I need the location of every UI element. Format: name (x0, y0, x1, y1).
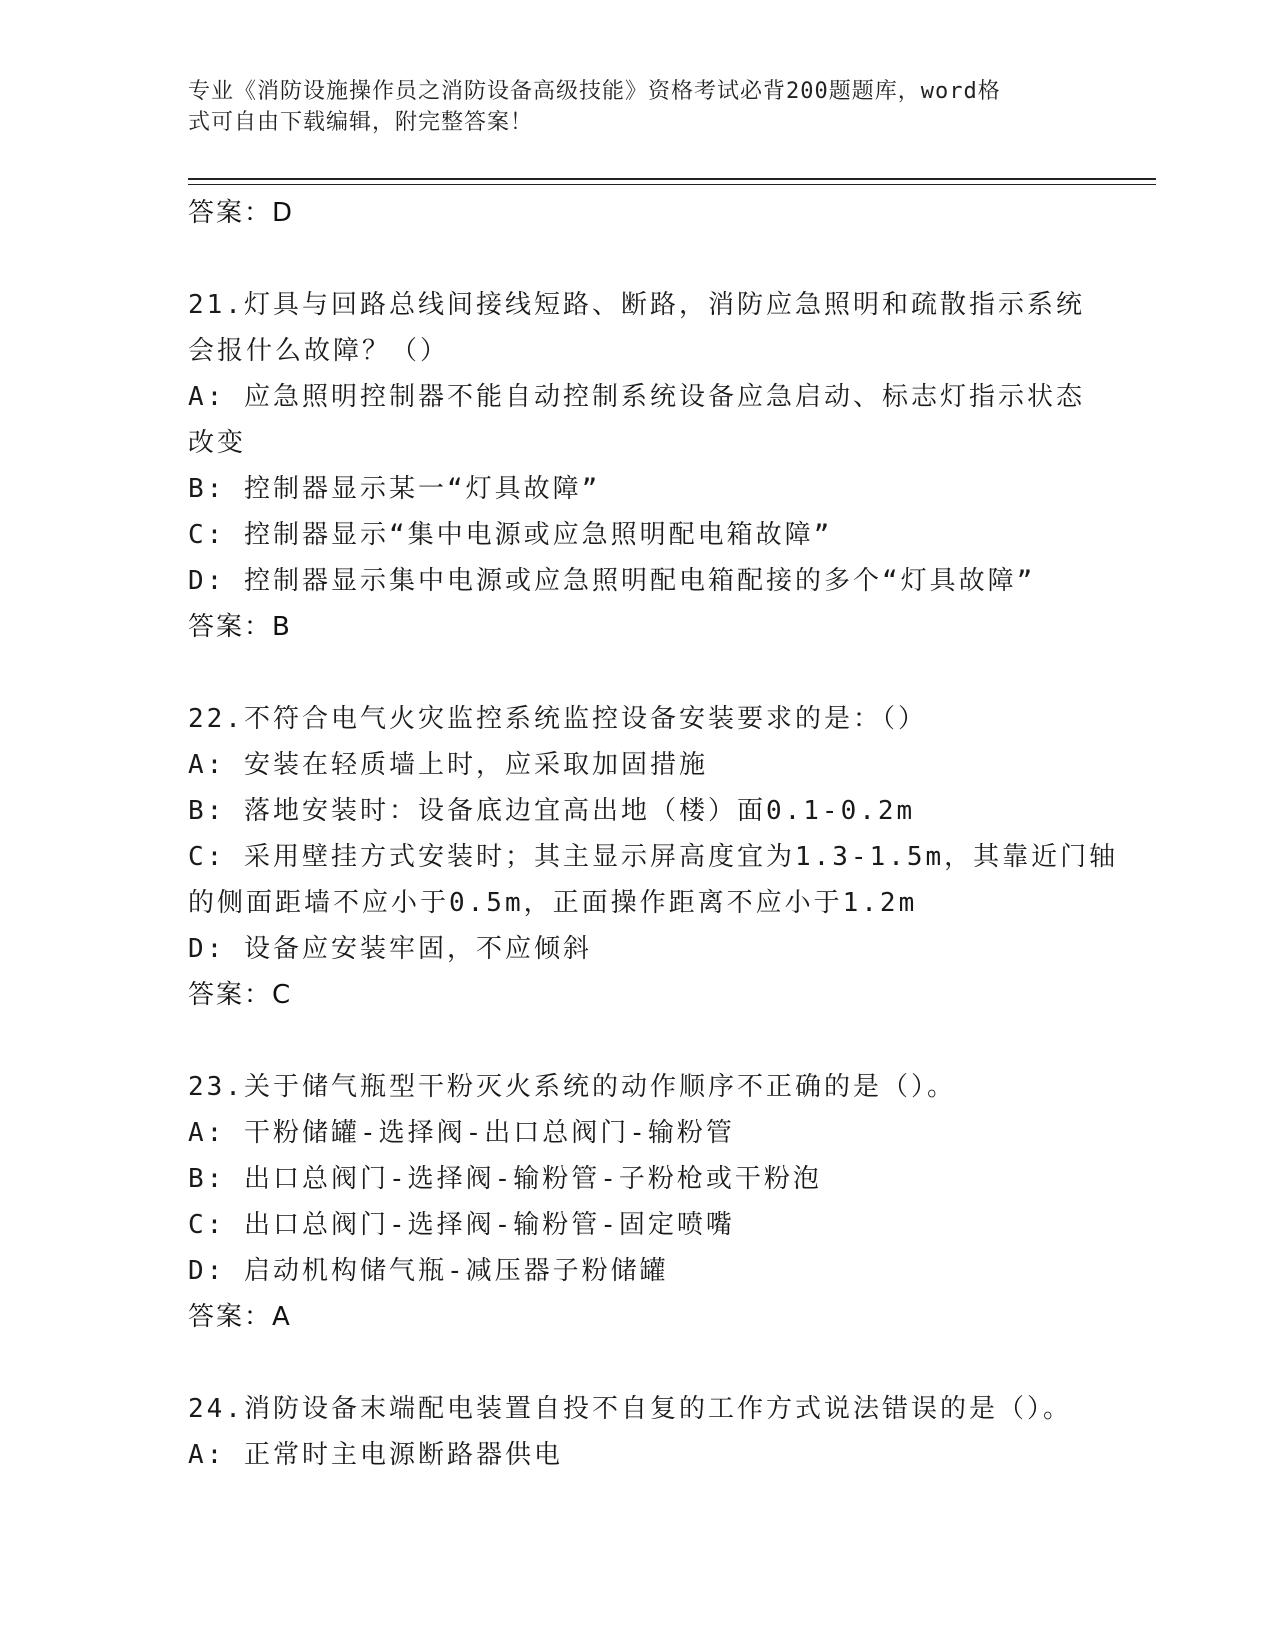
option-line: A: 应急照明控制器不能自动控制系统设备应急启动、标志灯指示状态 (188, 382, 1085, 412)
question-block (188, 1386, 1088, 1478)
document-header (188, 76, 1068, 138)
option-line: D: 启动机构储气瓶-减压器子粉储罐 (188, 1256, 669, 1286)
option-line: C: 控制器显示“集中电源或应急照明配电箱故障” (188, 520, 833, 550)
option-line: D: 控制器显示集中电源或应急照明配电箱配接的多个“灯具故障” (188, 566, 1036, 596)
spacer (188, 650, 1088, 696)
answer-line: 答案：A (188, 1302, 292, 1332)
header-line-2: 式可自由下载编辑，附完整答案！ (188, 110, 534, 135)
question-content (188, 190, 1119, 1478)
spacer (188, 1340, 1088, 1386)
question-block (188, 696, 1119, 1018)
question-stem: 22.不符合电气火灾监控系统监控设备安装要求的是：（） (188, 704, 927, 734)
previous-answer: 答案：D (188, 198, 295, 228)
option-line: C: 出口总阀门-选择阀-输粉管-固定喷嘴 (188, 1210, 735, 1240)
option-line: 改变 (188, 428, 247, 458)
header-divider-thin (188, 184, 1156, 185)
option-line: B: 出口总阀门-选择阀-输粉管-子粉枪或干粉泡 (188, 1164, 822, 1194)
option-line: A: 安装在轻质墙上时，应采取加固措施 (188, 750, 708, 780)
option-line: C: 采用壁挂方式安装时；其主显示屏高度宜为1.3-1.5m，其靠近门轴 (188, 842, 1119, 872)
answer-line: 答案：C (188, 980, 293, 1010)
question-block (188, 282, 1088, 650)
option-line: A: 正常时主电源断路器供电 (188, 1440, 563, 1470)
option-line: B: 控制器显示某一“灯具故障” (188, 474, 601, 504)
header-divider-thick (188, 178, 1156, 180)
question-stem: 21.灯具与回路总线间接线短路、断路，消防应急照明和疏散指示系统 (188, 290, 1085, 320)
option-line: D: 设备应安装牢固，不应倾斜 (188, 934, 592, 964)
question-stem: 23.关于储气瓶型干粉灭火系统的动作顺序不正确的是（）。 (188, 1072, 956, 1102)
question-stem: 24.消防设备末端配电装置自投不自复的工作方式说法错误的是（）。 (188, 1394, 1072, 1424)
option-line: A: 干粉储罐-选择阀-出口总阀门-输粉管 (188, 1118, 735, 1148)
spacer (188, 1018, 1088, 1064)
question-stem: 会报什么故障？（） (188, 336, 450, 366)
spacer (188, 236, 1088, 282)
question-list (188, 282, 1119, 1478)
answer-line: 答案：B (188, 612, 292, 642)
option-line: B: 落地安装时：设备底边宜高出地（楼）面0.1-0.2m (188, 796, 916, 826)
question-block (188, 1064, 1088, 1340)
option-line: 的侧面距墙不应小于0.5m，正面操作距离不应小于1.2m (188, 888, 918, 918)
header-line-1: 专业《消防设施操作员之消防设备高级技能》资格考试必背200题题库，word格 (188, 79, 1001, 104)
